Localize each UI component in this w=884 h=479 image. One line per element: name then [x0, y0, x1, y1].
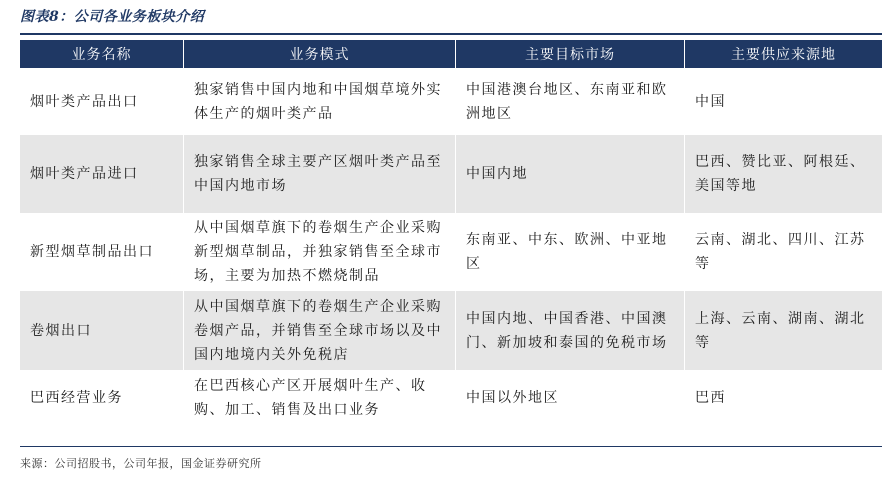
- cell-business-name: 卷烟出口: [20, 291, 184, 370]
- cell-supply-source: 巴西: [695, 390, 726, 406]
- header-business-model: 业务模式: [184, 40, 456, 68]
- table-row: [20, 213, 882, 291]
- cell-business-model: 独家销售全球主要产区烟叶类产品至中国内地市场: [184, 135, 456, 213]
- source-note: 来源：公司招股书，公司年报，国金证券研究所: [20, 457, 262, 470]
- header-target-market: 主要目标市场: [456, 40, 685, 68]
- top-rule: [20, 33, 882, 35]
- cell-business-name: 巴西经营业务: [20, 370, 184, 426]
- cell-target-market: 中国以外地区: [456, 370, 685, 426]
- header-business-name: 业务名称: [20, 40, 184, 68]
- cell-business-model: 在巴西核心产区开展烟叶生产、收购、加工、销售及出口业务: [184, 370, 456, 426]
- table-row: [20, 291, 882, 370]
- cell-target-market: 中国内地、中国香港、中国澳门、新加坡和泰国的免税市场: [456, 291, 685, 370]
- header-supply-source: 主要供应来源地: [685, 40, 882, 68]
- table-row: [20, 68, 882, 135]
- cell-supply-source: 上海、云南、湖南、湖北等: [685, 291, 882, 370]
- figure-title: 图表8：公司各业务板块介绍: [20, 9, 205, 25]
- cell-business-name: 新型烟草制品出口: [20, 213, 184, 291]
- cell-target-market: 中国港澳台地区、东南亚和欧洲地区: [456, 68, 685, 135]
- cell-business-name: 烟叶类产品出口: [20, 68, 184, 135]
- cell-business-name: 烟叶类产品进口: [20, 135, 184, 213]
- cell-business-model: 从中国烟草旗下的卷烟生产企业采购卷烟产品，并销售至全球市场以及中国内地境内关外免税店: [184, 291, 456, 370]
- table-row: [20, 370, 882, 426]
- cell-supply-source: 中国: [695, 93, 726, 110]
- bottom-rule: [20, 446, 882, 447]
- cell-supply-source: 巴西、赞比亚、阿根廷、美国等地: [685, 135, 882, 213]
- table-row: [20, 135, 882, 213]
- cell-business-model: 独家销售中国内地和中国烟草境外实体生产的烟叶类产品: [184, 68, 456, 135]
- cell-business-model: 从中国烟草旗下的卷烟生产企业采购新型烟草制品，并独家销售至全球市场，主要为加热不燃烧制品: [184, 213, 456, 291]
- business-table: [20, 40, 882, 426]
- cell-supply-source: 云南、湖北、四川、江苏等: [695, 232, 866, 272]
- header-row: [20, 40, 882, 68]
- cell-target-market: 中国内地: [456, 135, 685, 213]
- cell-target-market: 东南亚、中东、欧洲、中亚地区: [456, 213, 685, 291]
